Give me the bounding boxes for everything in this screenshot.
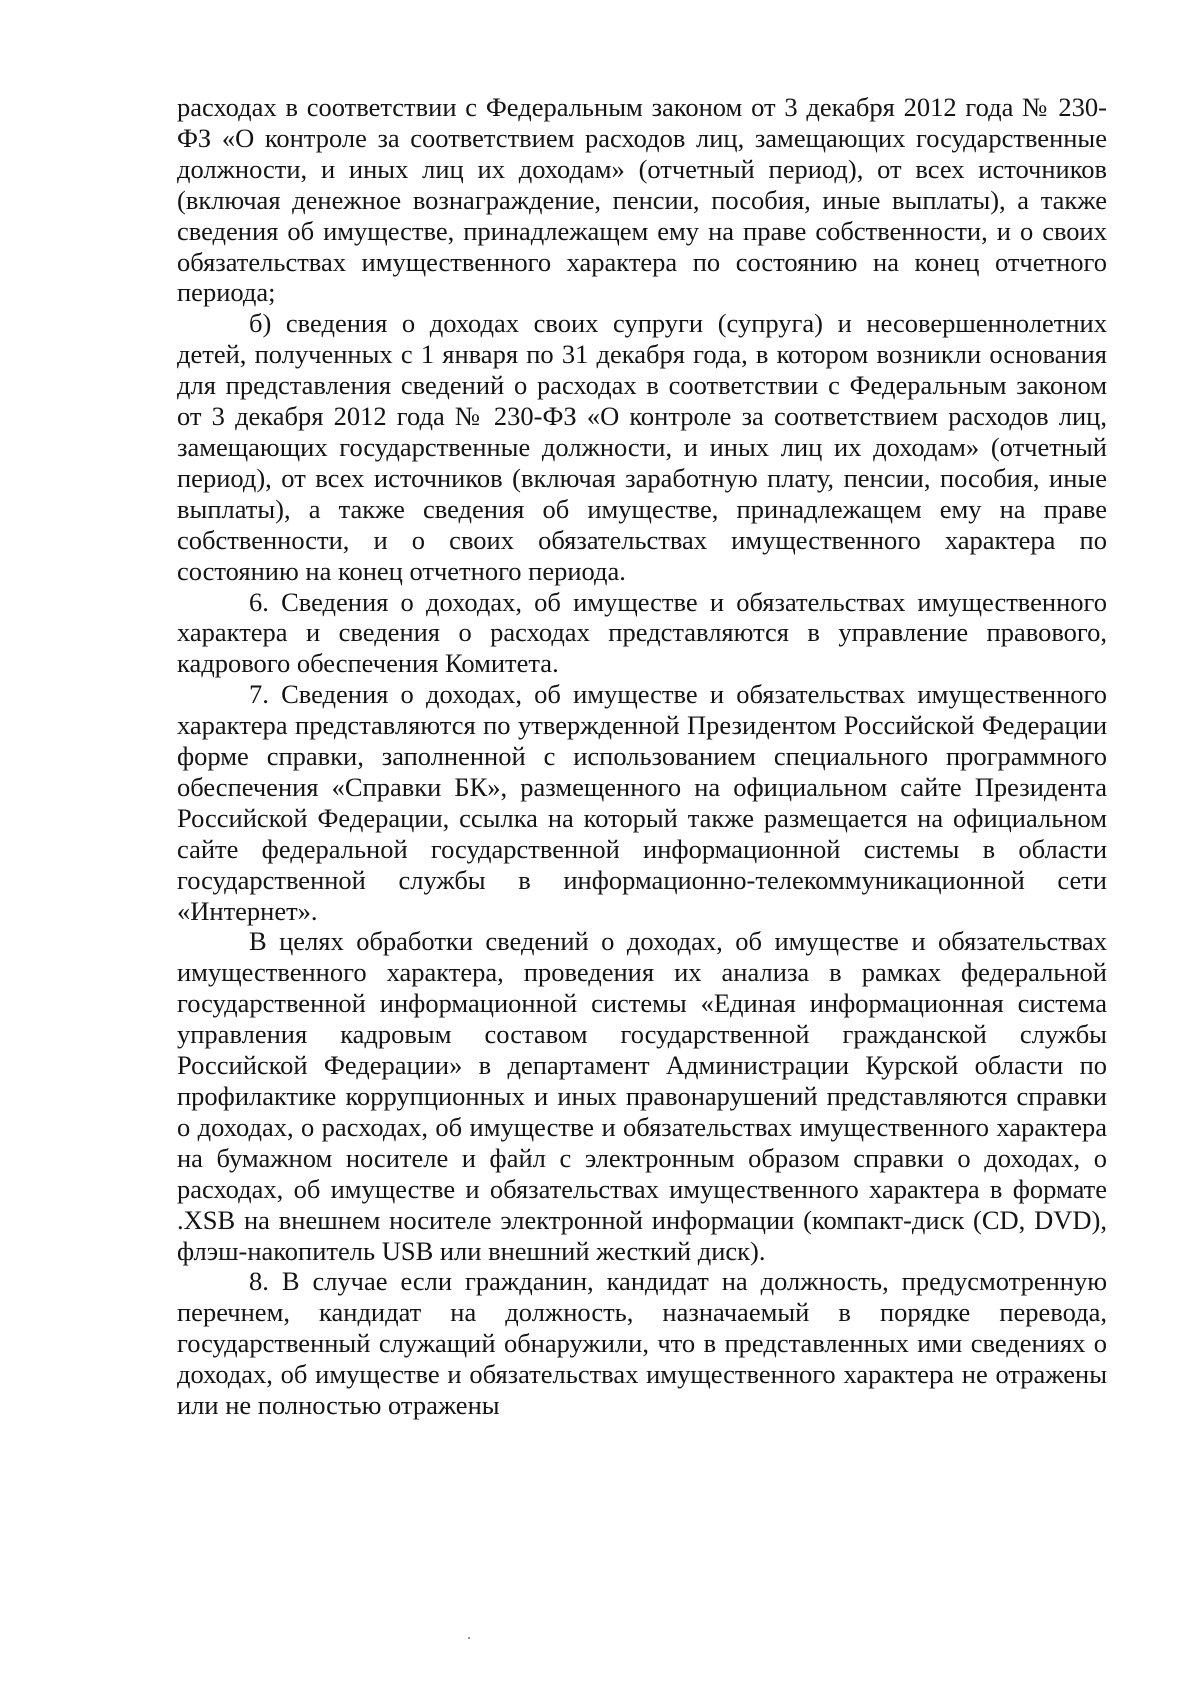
paragraph-6: 6. Сведения о доходах, об имуществе и обязательствах имущественного характера и сведения о расходах представляются в управление правового, кадрового обеспечения Комитета. xyxy=(177,586,1107,679)
document-body xyxy=(177,92,1107,1421)
paragraph-a-continuation: расходах в соответствии с Федеральным законом от 3 декабря 2012 года № 230-ФЗ «О контроле за соответствием расходов лиц, замещающих государственные должности, и иных лиц их доходам» (отчетный период), от всех источников (включая денежное вознаграждение, пенсии, пособия, иные выплаты), а также сведения об имуществе, принадлежащем ему на праве собственности, и о своих обязательствах имущественного характера по состоянию на конец отчетного периода; xyxy=(177,92,1107,308)
paragraph-8: 8. В случае если гражданин, кандидат на должность, предусмотренную перечнем, кандидат на должность, назначаемый в порядке перевода, государственный служащий обнаружили, что в представленных ими сведениях о доходах, об имуществе и обязательствах имущественного характера не отражены или не полностью отражены xyxy=(177,1266,1107,1421)
paragraph-7: 7. Сведения о доходах, об имуществе и обязательствах имущественного характера представляются по утвержденной Президентом Российской Федерации форме справки, заполненной с использованием специального программного обеспечения «Справки БК», размещенного на официальном сайте Президента Российской Федерации, ссылка на который также размещается на официальном сайте федеральной государственной информационной системы в области государственной службы в информационно-телекоммуникационной сети «Интернет». xyxy=(177,679,1107,926)
scan-speck xyxy=(468,1637,470,1639)
paragraph-7-continued: В целях обработки сведений о доходах, об имуществе и обязательствах имущественного характера, проведения их анализа в рамках федеральной государственной информационной системы «Единая информационная система управления кадровым составом государственной гражданской службы Российской Федерации» в департамент Администрации Курской области по профилактике коррупционных и иных правонарушений представляются справки о доходах, о расходах, об имуществе и обязательствах имущественного характера на бумажном носителе и файл с электронным образом справки о доходах, о расходах, об имуществе и обязательствах имущественного характера в формате .XSB на внешнем носителе электронной информации (компакт-диск (CD, DVD), флэш-накопитель USB или внешний жесткий диск). xyxy=(177,926,1107,1266)
paragraph-b: б) сведения о доходах своих супруги (супруга) и несовершеннолетних детей, полученных с 1 января по 31 декабря года, в котором возникли основания для представления сведений о расходах в соответствии с Федеральным законом от 3 декабря 2012 года № 230-ФЗ «О контроле за соответствием расходов лиц, замещающих государственные должности, и иных лиц их доходам» (отчетный период), от всех источников (включая заработную плату, пенсии, пособия, иные выплаты), а также сведения об имуществе, принадлежащем ему на праве собственности, и о своих обязательствах имущественного характера по состоянию на конец отчетного периода. xyxy=(177,308,1107,586)
